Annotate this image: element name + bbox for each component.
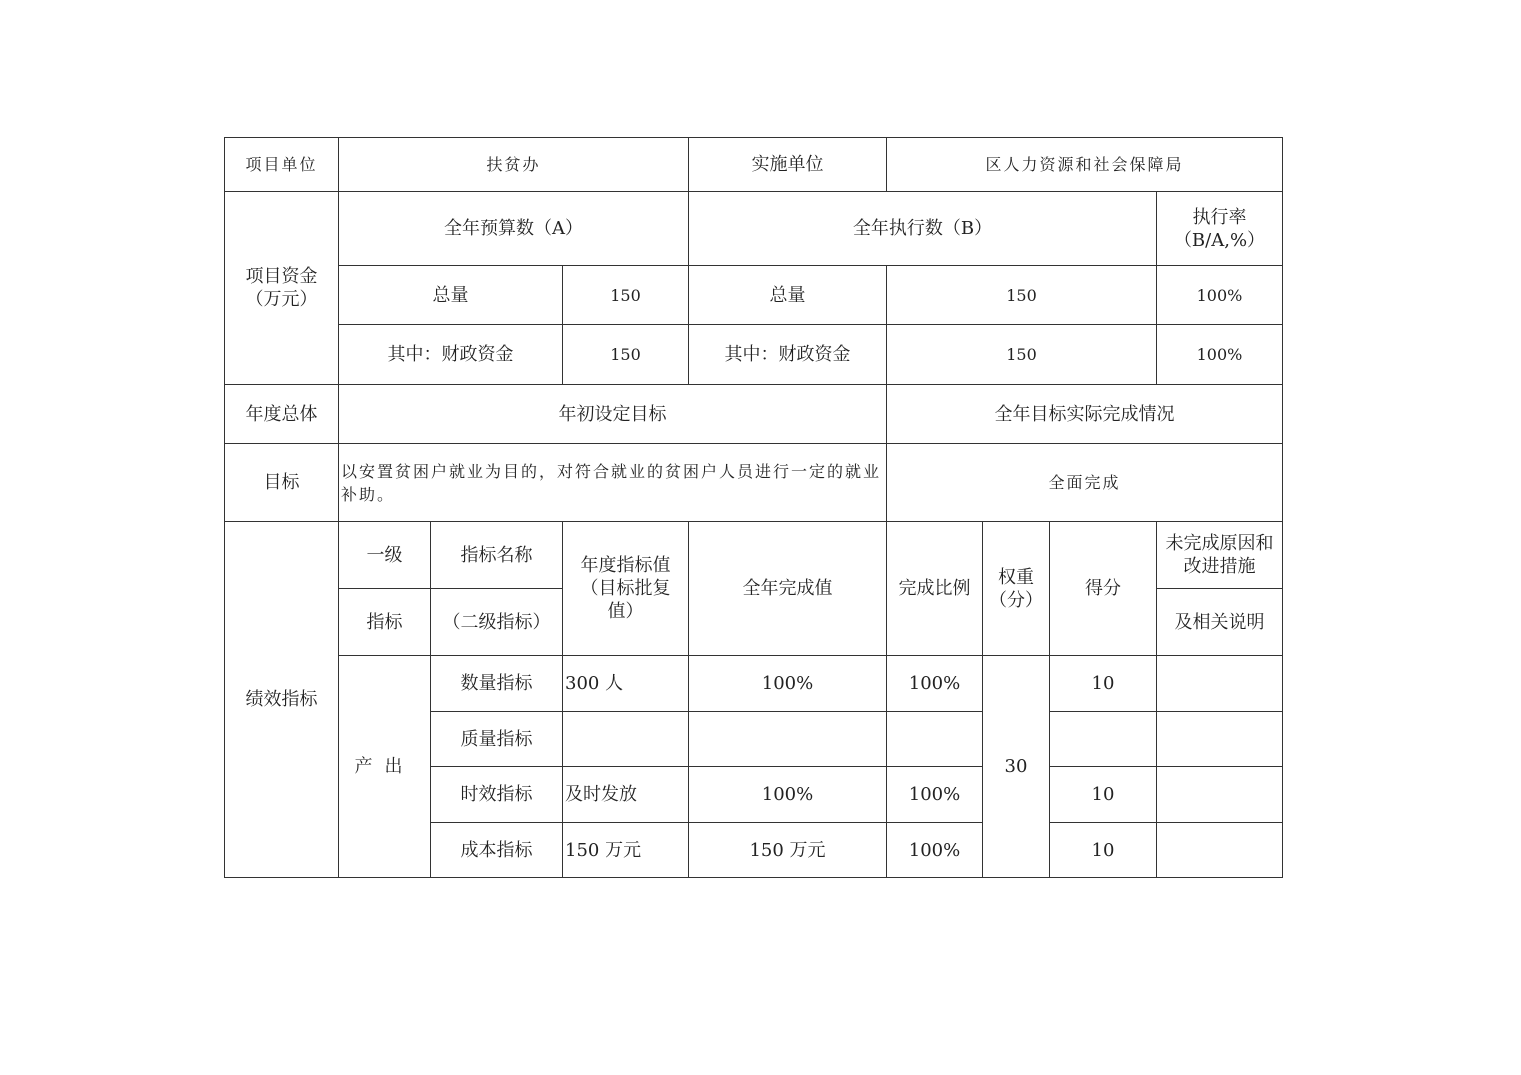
rate-header-line1: 执行率 (1192, 206, 1247, 228)
indicator-score: 10 (1050, 823, 1157, 878)
initial-target-header: 年初设定目标 (339, 385, 887, 444)
indicator-reason (1157, 656, 1283, 712)
funds-label-line1: 项目资金 (245, 266, 318, 287)
weight-header (983, 522, 1050, 656)
project-unit-label: 项目单位 (225, 138, 339, 192)
exec-header: 全年执行数（B） (689, 192, 1157, 266)
weight-header-line1: 权重 (998, 566, 1034, 588)
rate-header-line2: （B/A,%） (1173, 229, 1266, 251)
level1-header-line1: 一级 (339, 522, 431, 589)
output-label: 产出 (339, 656, 431, 878)
indicator-ratio: 100% (887, 767, 983, 823)
reason-header-line1: 未完成原因和 (1165, 533, 1274, 554)
funds-label-line2: （万元） (245, 289, 318, 310)
indicator-score: 10 (1050, 767, 1157, 823)
annual-value-header-line1: 年度指标值 (580, 555, 671, 576)
indicator-reason (1157, 823, 1283, 878)
goal-text: 以安置贫困户就业为目的，对符合就业的贫困户人员进行一定的就业补助。 (339, 444, 887, 522)
project-unit-value: 扶贫办 (339, 138, 689, 192)
indicator-annual: 300 人 (563, 656, 689, 712)
reason-header-line3: 及相关说明 (1157, 589, 1283, 656)
funds-label (225, 192, 339, 385)
performance-table (224, 137, 1283, 878)
name-header-line1: 指标名称 (431, 522, 563, 589)
indicator-annual: 150 万元 (563, 823, 689, 878)
indicator-actual: 100% (689, 767, 887, 823)
indicator-ratio: 100% (887, 823, 983, 878)
total-budget: 150 (563, 266, 689, 325)
indicator-reason (1157, 767, 1283, 823)
impl-unit-label: 实施单位 (689, 138, 887, 192)
full-year-value-header: 全年完成值 (689, 522, 887, 656)
weight-header-line2: （分） (989, 589, 1043, 611)
indicator-actual: 150 万元 (689, 823, 887, 878)
name-header-line2: （二级指标） (431, 589, 563, 656)
annual-value-header (563, 522, 689, 656)
indicator-reason (1157, 712, 1283, 767)
total-exec: 150 (887, 266, 1157, 325)
indicator-actual: 100% (689, 656, 887, 712)
score-header: 得分 (1050, 522, 1157, 656)
indicator-score (1050, 712, 1157, 767)
indicator-ratio (887, 712, 983, 767)
budget-header: 全年预算数（A） (339, 192, 689, 266)
indicator-name: 成本指标 (431, 823, 563, 878)
impl-unit-value: 区人力资源和社会保障局 (887, 138, 1283, 192)
indicator-name: 数量指标 (431, 656, 563, 712)
completion-ratio-header: 完成比例 (887, 522, 983, 656)
indicator-annual: 及时发放 (563, 767, 689, 823)
indicator-ratio: 100% (887, 656, 983, 712)
reason-header-top (1157, 522, 1283, 589)
indicator-name: 质量指标 (431, 712, 563, 767)
actual-completion-header: 全年目标实际完成情况 (887, 385, 1283, 444)
total-label: 总量 (339, 266, 563, 325)
total-exec-label: 总量 (689, 266, 887, 325)
indicator-annual (563, 712, 689, 767)
fiscal-exec: 150 (887, 325, 1157, 385)
fiscal-label: 其中：财政资金 (339, 325, 563, 385)
weight-value: 30 (983, 656, 1050, 878)
goal-status: 全面完成 (887, 444, 1283, 522)
fiscal-budget: 150 (563, 325, 689, 385)
goal-label: 目标 (225, 444, 339, 522)
fiscal-exec-label: 其中：财政资金 (689, 325, 887, 385)
annual-overall-label: 年度总体 (225, 385, 339, 444)
indicator-actual (689, 712, 887, 767)
annual-value-header-line2: （目标批复 (580, 578, 671, 599)
annual-value-header-line3: 值） (607, 601, 644, 622)
total-rate: 100% (1157, 266, 1283, 325)
indicator-name: 时效指标 (431, 767, 563, 823)
reason-header-line2: 改进措施 (1183, 556, 1256, 577)
fiscal-rate: 100% (1157, 325, 1283, 385)
rate-header (1157, 192, 1283, 266)
level1-header-line2: 指标 (339, 589, 431, 656)
perf-label: 绩效指标 (225, 522, 339, 878)
indicator-score: 10 (1050, 656, 1157, 712)
